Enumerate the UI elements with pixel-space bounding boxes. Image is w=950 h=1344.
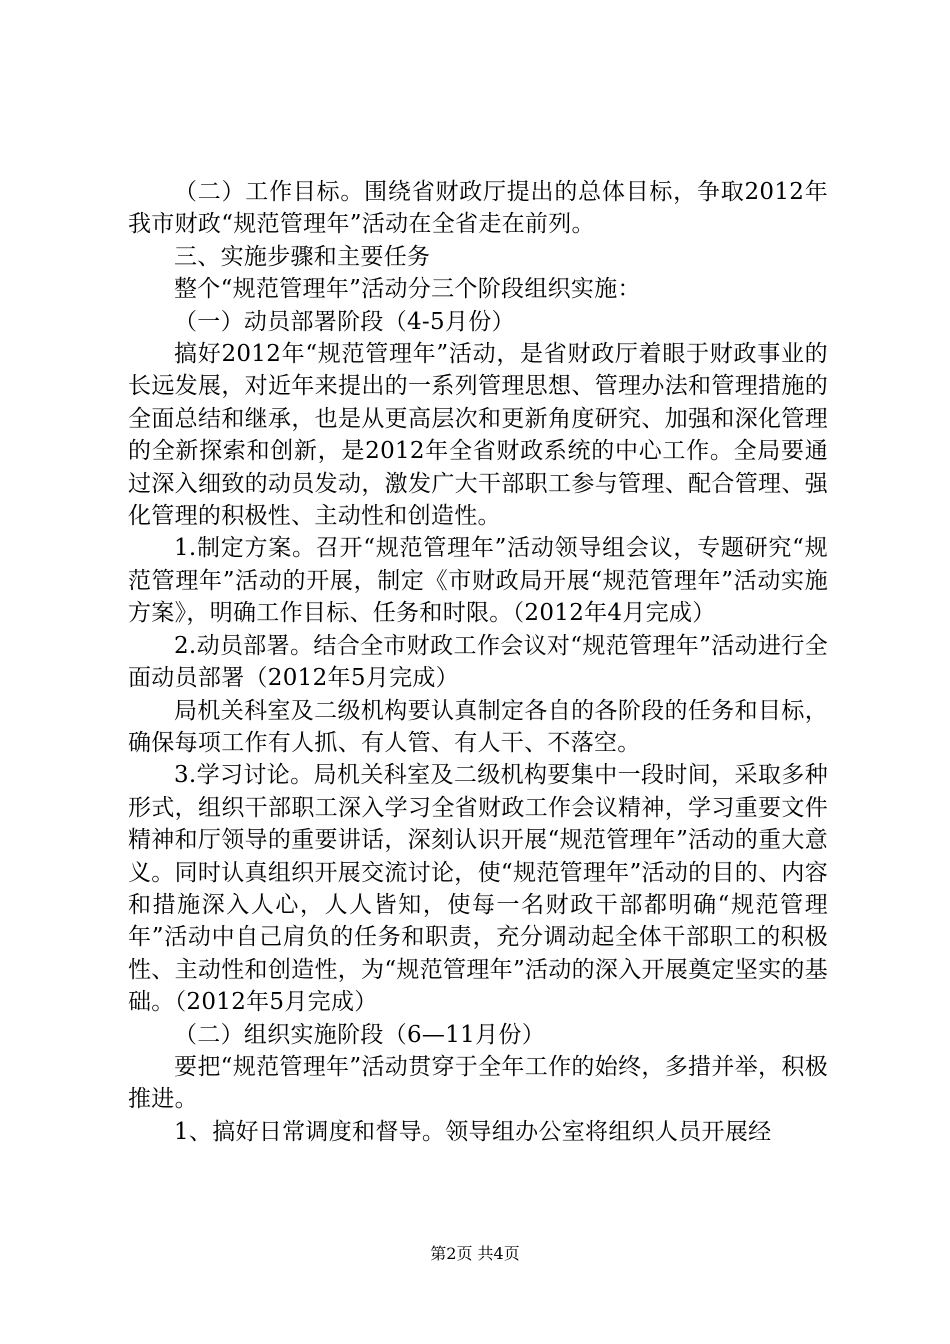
paragraph-three-stages: 整个“规范管理年”活动分三个阶段组织实施： bbox=[174, 276, 641, 303]
paragraph-mobilization-body: 搞好2012年“规范管理年”活动，是省财政厅着眼于财政事业的长远发展，对近年来提出的一系列管理思想、管理办法和管理措施的全面总结和继承，也是从更高层次和更新角度研究、加强和深化管理的全新探索和创新，是2012年全省财政系统的中心工作。全局要通过深入细致的动员发动，激发广大干部职工参与管理、配合管理、强化管理的积极性、主动性和创造性。 bbox=[128, 341, 828, 530]
heading-mobilization-stage: （一）动员部署阶段（4-5月份） bbox=[174, 308, 515, 335]
paragraph-daily-supervision: 1、搞好日常调度和督导。领导组办公室将组织人员开展经 bbox=[174, 1118, 772, 1145]
heading-implementation-stage: （二）组织实施阶段（6—11月份） bbox=[174, 1021, 545, 1048]
paragraph-department-tasks: 局机关科室及二级机构要认真制定各自的各阶段的任务和目标，确保每项工作有人抓、有人管、有人干、不落空。 bbox=[128, 697, 828, 756]
paragraph-formulate-plan: 1.制定方案。召开“规范管理年”活动领导组会议，专题研究“规范管理年”活动的开展，制定《市财政局开展“规范管理年”活动实施方案》，明确工作目标、任务和时限。（2012年4月完成） bbox=[128, 535, 828, 627]
page-number-footer: 第2页 共4页 bbox=[430, 1244, 520, 1263]
paragraph-work-goal: （二）工作目标。围绕省财政厅提出的总体目标，争取2012年我市财政“规范管理年”活动在全省走在前列。 bbox=[128, 179, 828, 238]
paragraph-implementation-body: 要把“规范管理年”活动贯穿于全年工作的始终，多措并举，积极推进。 bbox=[128, 1053, 828, 1113]
document-body bbox=[128, 176, 828, 1148]
paragraph-study-discussion: 3.学习讨论。局机关科室及二级机构要集中一段时间，采取多种形式，组织干部职工深入学习全省财政工作会议精神，学习重要文件精神和厅领导的重要讲话，深刻认识开展“规范管理年”活动的重大意义。同时认真组织开展交流讨论，使“规范管理年”活动的目的、内容和措施深入人心，人人皆知，使每一名财政干部都明确“规范管理年”活动中自己肩负的任务和职责，充分调动起全体干部职工的积极性、主动性和创造性，为“规范管理年”活动的深入开展奠定坚实的基础。（2012年5月完成） bbox=[128, 762, 828, 1016]
heading-implementation-steps: 三、实施步骤和主要任务 bbox=[174, 243, 431, 270]
paragraph-mobilize-deploy: 2.动员部署。结合全市财政工作会议对“规范管理年”活动进行全面动员部署（2012年5月完成） bbox=[128, 632, 828, 692]
